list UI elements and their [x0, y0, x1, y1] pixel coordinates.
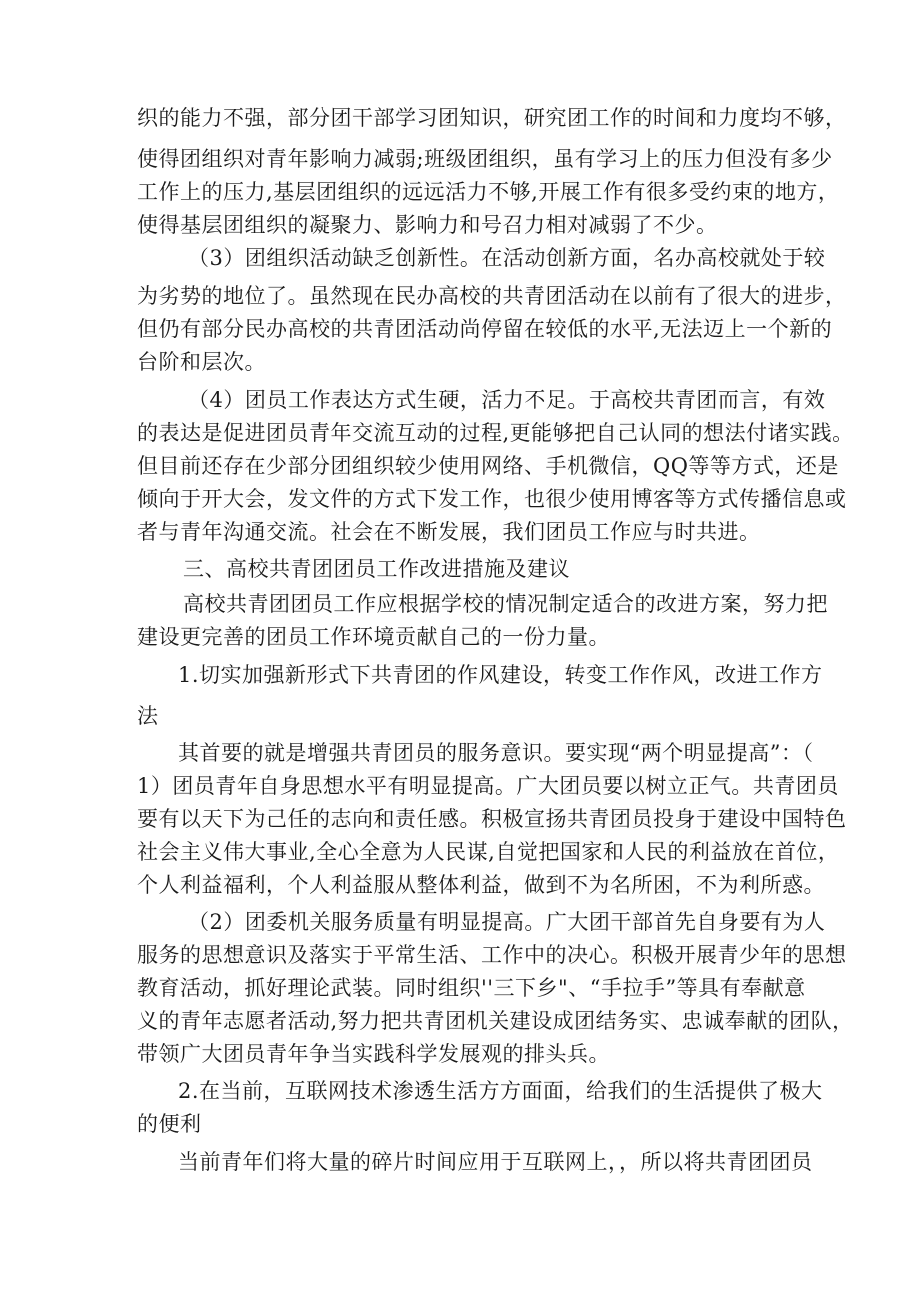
text-line: 使得团组织对青年影响力减弱;班级团组织，虽有学习上的压力但没有多少 [137, 147, 833, 171]
text-line: 个人利益福利，个人利益服从整体利益，做到不为名所困，不为利所惑。 [137, 873, 825, 897]
text-line: 使得基层团组织的凝聚力、影响力和号召力相对减弱了不少。 [137, 213, 718, 237]
text-line: 工作上的压力,基层团组织的远远活力不够,开展工作有很多受约束的地方， [137, 180, 840, 204]
text-line: 义的青年志愿者活动,努力把共青团机关建设成团结务实、忠诚奉献的团队， [137, 1009, 854, 1033]
text-line: （4）团员工作表达方式生硬，活力不足。于高校共青团而言，有效 [188, 388, 826, 412]
text-line: 服务的思想意识及落实于平常生活、工作中的决心。积极开展青少年的思想 [137, 943, 847, 967]
text-line: 1）团员青年自身思想水平有明显提高。广大团员要以树立正气。共青团员 [137, 774, 839, 798]
text-line: 但仍有部分民办高校的共青团活动尚停留在较低的水平,无法迈上一个新的 [137, 317, 833, 341]
text-line: 台阶和层次。 [137, 350, 266, 374]
text-line: 社会主义伟大事业,全心全意为人民谋,自觉把国家和人民的利益放在首位， [137, 840, 840, 864]
text-line: 当前青年们将大量的碎片时间应用于互联网上，，所以将共青团团员 [178, 1150, 813, 1174]
text-line: 者与青年沟通交流。社会在不断发展，我们团员工作应与时共进。 [137, 520, 761, 544]
subsection-heading: 1.切实加强新形式下共青团的作风建设，转变工作作风，改进工作方 [178, 663, 823, 687]
text-line: 织的能力不强，部分团干部学习团知识，研究团工作的时间和力度均不够， [137, 106, 847, 130]
text-line: 带领广大团员青年争当实践科学发展观的排头兵。 [137, 1042, 610, 1066]
text-line: 建设更完善的团员工作环境贡献自己的一份力量。 [137, 625, 610, 649]
text-line: 高校共青团团员工作应根据学校的情况制定适合的改进方案，努力把 [183, 592, 828, 616]
text-line: 的表达是促进团员青年交流互动的过程,更能够把自己认同的想法付诸实践。 [137, 421, 854, 445]
subsection-heading: 法 [137, 704, 159, 728]
text-line: 教育活动，抓好理论武装。同时组织''三下乡"、“手拉手”等具有奉献意 [137, 976, 806, 1000]
text-line: 其首要的就是增强共青团员的服务意识。要实现“两个明显提高”：（ [178, 741, 814, 765]
subsection-heading: 的便利 [137, 1112, 202, 1136]
subsection-heading: 2.在当前，互联网技术渗透生活方方面面，给我们的生活提供了极大 [178, 1079, 823, 1103]
text-line: 要有以天下为己任的志向和责任感。积极宣扬共青团员投身于建设中国特色 [137, 807, 847, 831]
text-line: （2）团委机关服务质量有明显提高。广大团干部首先自身要有为人 [188, 910, 826, 934]
text-line: 但目前还存在少部分团组织较少使用网络、手机微信，QQ等等方式，还是 [137, 454, 839, 478]
text-line: （3）团组织活动缺乏创新性。在活动创新方面，名办高校就处于较 [188, 246, 826, 270]
text-line: 为劣势的地位了。虽然现在民办高校的共青团活动在以前有了很大的进步， [137, 284, 847, 308]
text-line: 倾向于开大会，发文件的方式下发工作，也很少使用博客等方式传播信息或 [137, 487, 847, 511]
section-heading: 三、高校共青团团员工作改进措施及建议 [183, 557, 570, 581]
